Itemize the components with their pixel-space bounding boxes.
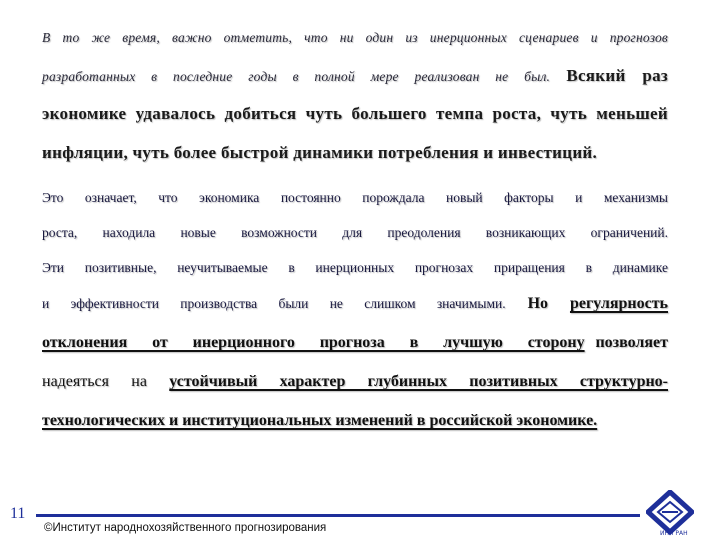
- paragraph2-line6-bold: надеяться на: [42, 373, 147, 390]
- paragraph1-line2: [42, 66, 668, 86]
- paragraph1-line4: инфляции, чуть более быстрой динамики потребления и инвестиций.: [42, 143, 598, 162]
- paragraph1-line2-italic: разработанных в последние годы в полной мере реализован не был.: [42, 69, 551, 84]
- paragraph1-line1: В то же время, важно отметить, что ни один из инерционных сценариев и прогнозов: [42, 30, 668, 45]
- paragraph2-line6-underlined: устойчивый характер глубинных позитивных структурно-: [169, 373, 669, 390]
- paragraph1-line3: экономике удавалось добиться чуть большего темпа роста, чуть меньшей: [42, 104, 668, 123]
- footer-institute: ©Институт народнохозяйственного прогнозирования: [44, 522, 327, 534]
- paragraph2-line1: Это означает, что экономика постоянно порождала новый факторы и механизмы: [42, 190, 668, 205]
- paragraph2-line4-bold: Но: [527, 295, 549, 312]
- paragraph2-line5-bold: позволяет: [595, 334, 669, 351]
- paragraph2-line7: технологических и институциональных изменений в российской экономике.: [42, 412, 598, 429]
- paragraph2-line2: роста, находила новые возможности для преодоления возникающих ограничений.: [42, 225, 668, 240]
- paragraph2-line4-plain: и эффективности производства были не слишком значимыми.: [42, 296, 506, 311]
- paragraph2-line5-underlined: отклонения от инерционного прогноза в лучшую сторону: [42, 334, 585, 351]
- paragraph2-line4: [42, 295, 668, 313]
- page-number: 11: [10, 505, 26, 522]
- logo-caption: ИНП РАН: [660, 530, 688, 537]
- footer-divider: [36, 514, 640, 517]
- paragraph2-line4-underlined: регулярность: [569, 295, 669, 312]
- paragraph2-line5: [42, 334, 668, 352]
- paragraph2-line6: [42, 373, 668, 391]
- paragraph1-line2-bold: Всякий раз: [566, 66, 668, 85]
- paragraph2-line3: Эти позитивные, неучитываемые в инерционных прогнозах приращения в динамике: [42, 260, 668, 275]
